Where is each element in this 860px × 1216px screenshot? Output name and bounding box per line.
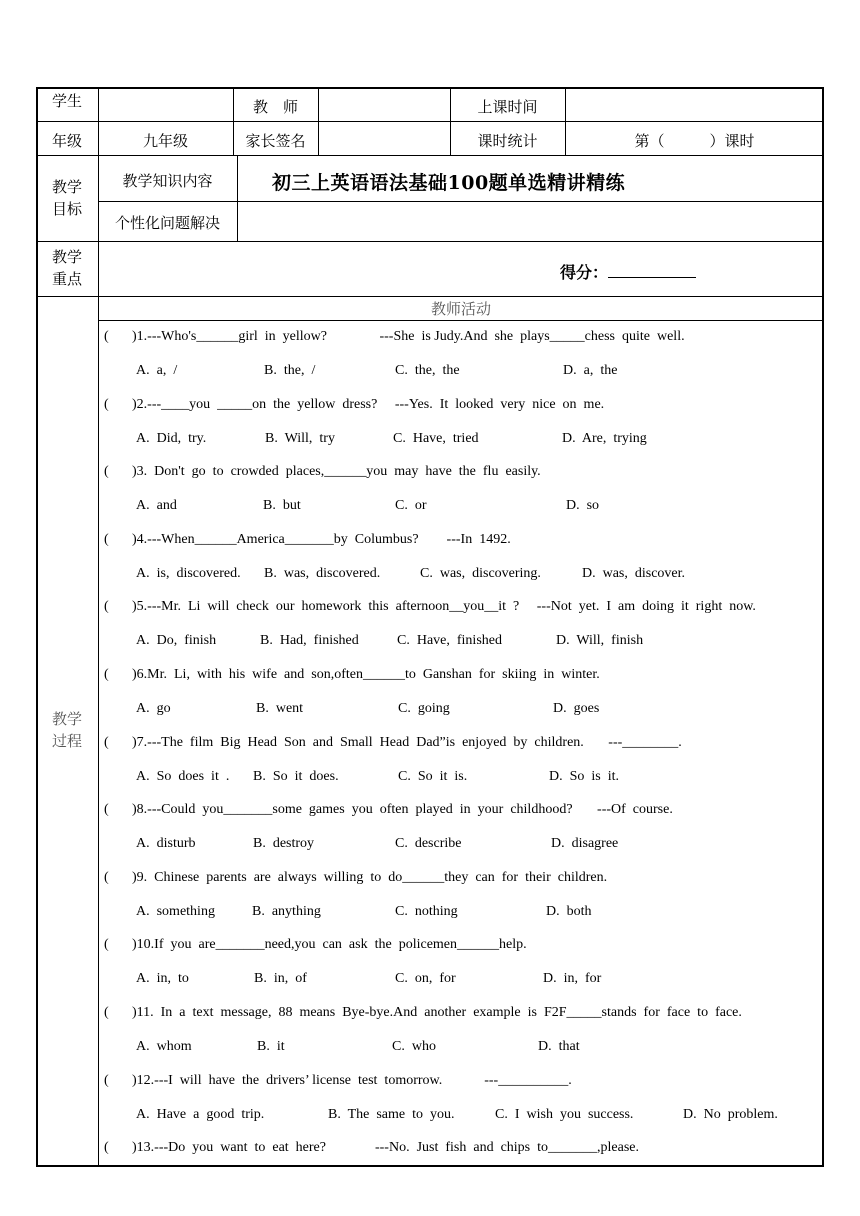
parent-sign-label: 家长签名 xyxy=(245,132,306,150)
question-paren: ( xyxy=(104,1140,109,1156)
question-text: )11. In a text message, 88 means Bye-bye.And another example is F2F_____stands for face to face. xyxy=(132,1005,742,1020)
question-option: D. No problem. xyxy=(683,1106,778,1122)
question-text: )8.---Could you_______some games you often played in your childhood? ---Of course. xyxy=(132,802,673,818)
question-text: )10.If you are_______need,you can ask the policemen______help. xyxy=(132,937,527,953)
question-text: )1.---Who's______girl in yellow? ---She is Judy.And she plays_____chess quite well. xyxy=(132,329,685,344)
question-option: D. was, discover. xyxy=(582,565,686,581)
question-option: B. Will, try xyxy=(265,430,335,446)
question-option: B. destroy xyxy=(253,836,315,852)
score-field xyxy=(560,260,720,283)
question-option: D. So is it. xyxy=(549,768,620,784)
question-option: A. something xyxy=(136,903,215,919)
question-text: )13.---Do you want to eat here? ---No. Just fish and chips to_______,please. xyxy=(132,1140,640,1156)
question-option: C. on, for xyxy=(395,971,456,987)
student-label: 学生 xyxy=(51,92,82,110)
question-option: B. the, / xyxy=(264,363,316,378)
question-option: A. is, discovered. xyxy=(136,565,241,581)
question-option: C. Have, tried xyxy=(393,430,479,446)
question-text: )6.Mr. Li, with his wife and son,often______to Ganshan for skiing in winter. xyxy=(132,667,600,682)
question-option: A. go xyxy=(136,701,171,716)
question-option: B. So it does. xyxy=(253,768,339,784)
question-option: D. a, the xyxy=(563,363,618,378)
question-option: A. Have a good trip. xyxy=(136,1106,265,1122)
question-option: A. Do, finish xyxy=(136,633,217,649)
question-option: B. it xyxy=(257,1039,285,1054)
question-option: B. The same to you. xyxy=(328,1106,455,1122)
question-paren: ( xyxy=(104,667,109,682)
question-option: C. I wish you success. xyxy=(495,1106,634,1122)
hours-value: 第（ ）课时 xyxy=(634,132,755,150)
question-option: D. both xyxy=(546,903,592,919)
goal-label: 教学 目标 xyxy=(51,178,82,218)
teacher-activity-label: 教师活动 xyxy=(430,300,491,318)
question-option: C. or xyxy=(395,498,427,514)
question-option: B. Had, finished xyxy=(260,633,359,649)
question-option: C. was, discovering. xyxy=(420,565,541,581)
question-option: B. was, discovered. xyxy=(264,565,381,581)
personal-label: 个性化问题解决 xyxy=(114,214,220,232)
question-option: B. anything xyxy=(252,903,321,919)
question-text: )12.---I will have the drivers’ license test tomorrow. ---__________. xyxy=(132,1072,572,1088)
question-option: A. in, to xyxy=(136,971,189,987)
question-option: C. the, the xyxy=(395,363,460,378)
question-option: A. and xyxy=(136,498,177,514)
question-paren: ( xyxy=(104,937,109,953)
question-option: D. in, for xyxy=(543,971,602,987)
teacher-label: 教 师 xyxy=(252,98,298,116)
question-text: )7.---The film Big Head Son and Small Head Dad”is enjoyed by children. ---________. xyxy=(132,734,682,750)
focus-label: 教学 重点 xyxy=(51,248,82,288)
question-option: C. So it is. xyxy=(398,768,468,784)
question-option: D. Will, finish xyxy=(556,633,644,649)
class-time-label: 上课时间 xyxy=(477,98,538,116)
question-option: D. Are, trying xyxy=(562,430,647,446)
question-paren: ( xyxy=(104,869,109,885)
question-option: A. a, / xyxy=(136,363,178,378)
question-paren: ( xyxy=(104,396,109,412)
question-text: )9. Chinese parents are always willing to do______they can for their children. xyxy=(132,869,608,885)
question-option: A. So does it . xyxy=(136,768,230,784)
question-option: B. in, of xyxy=(254,971,307,987)
question-option: C. describe xyxy=(395,836,462,852)
question-option: C. going xyxy=(398,701,450,716)
process-label: 教学 过程 xyxy=(51,710,82,750)
knowledge-label: 教学知识内容 xyxy=(122,172,213,190)
question-text: )4.---When______America_______by Columbus? ---In 1492. xyxy=(132,531,511,547)
question-option: B. but xyxy=(263,498,301,514)
question-paren: ( xyxy=(104,1072,109,1088)
question-paren: ( xyxy=(104,464,109,480)
grade-label: 年级 xyxy=(51,132,82,150)
question-option: D. that xyxy=(538,1039,580,1054)
question-paren: ( xyxy=(104,599,109,615)
question-option: C. Have, finished xyxy=(397,633,502,649)
hours-stat-label: 课时统计 xyxy=(477,132,538,150)
score-label: 得分： xyxy=(560,263,609,282)
question-option: C. who xyxy=(392,1039,436,1054)
question-option: D. disagree xyxy=(551,836,619,852)
grade-value: 九年级 xyxy=(142,132,188,150)
question-option: D. goes xyxy=(553,701,600,716)
question-option: D. so xyxy=(566,498,600,514)
question-option: A. disturb xyxy=(136,836,196,852)
score-blank xyxy=(608,263,696,278)
question-text: )5.---Mr. Li will check our homework this afternoon__you__it ? ---Not yet. I am doing it right now. xyxy=(132,599,756,615)
question-option: B. went xyxy=(256,701,304,716)
question-paren: ( xyxy=(104,531,109,547)
question-paren: ( xyxy=(104,734,109,750)
question-text: )2.---____you _____on the yellow dress? ---Yes. It looked very nice on me. xyxy=(132,396,605,412)
knowledge-value: 初三上英语语法基础100题单选精讲精练 xyxy=(272,172,626,194)
question-text: )3. Don't go to crowded places,______you may have the flu easily. xyxy=(132,464,541,480)
question-option: A. whom xyxy=(136,1039,192,1054)
question-paren: ( xyxy=(104,802,109,818)
question-option: C. nothing xyxy=(395,903,458,919)
question-paren: ( xyxy=(104,1005,109,1020)
question-option: A. Did, try. xyxy=(136,430,207,446)
question-paren: ( xyxy=(104,329,109,344)
